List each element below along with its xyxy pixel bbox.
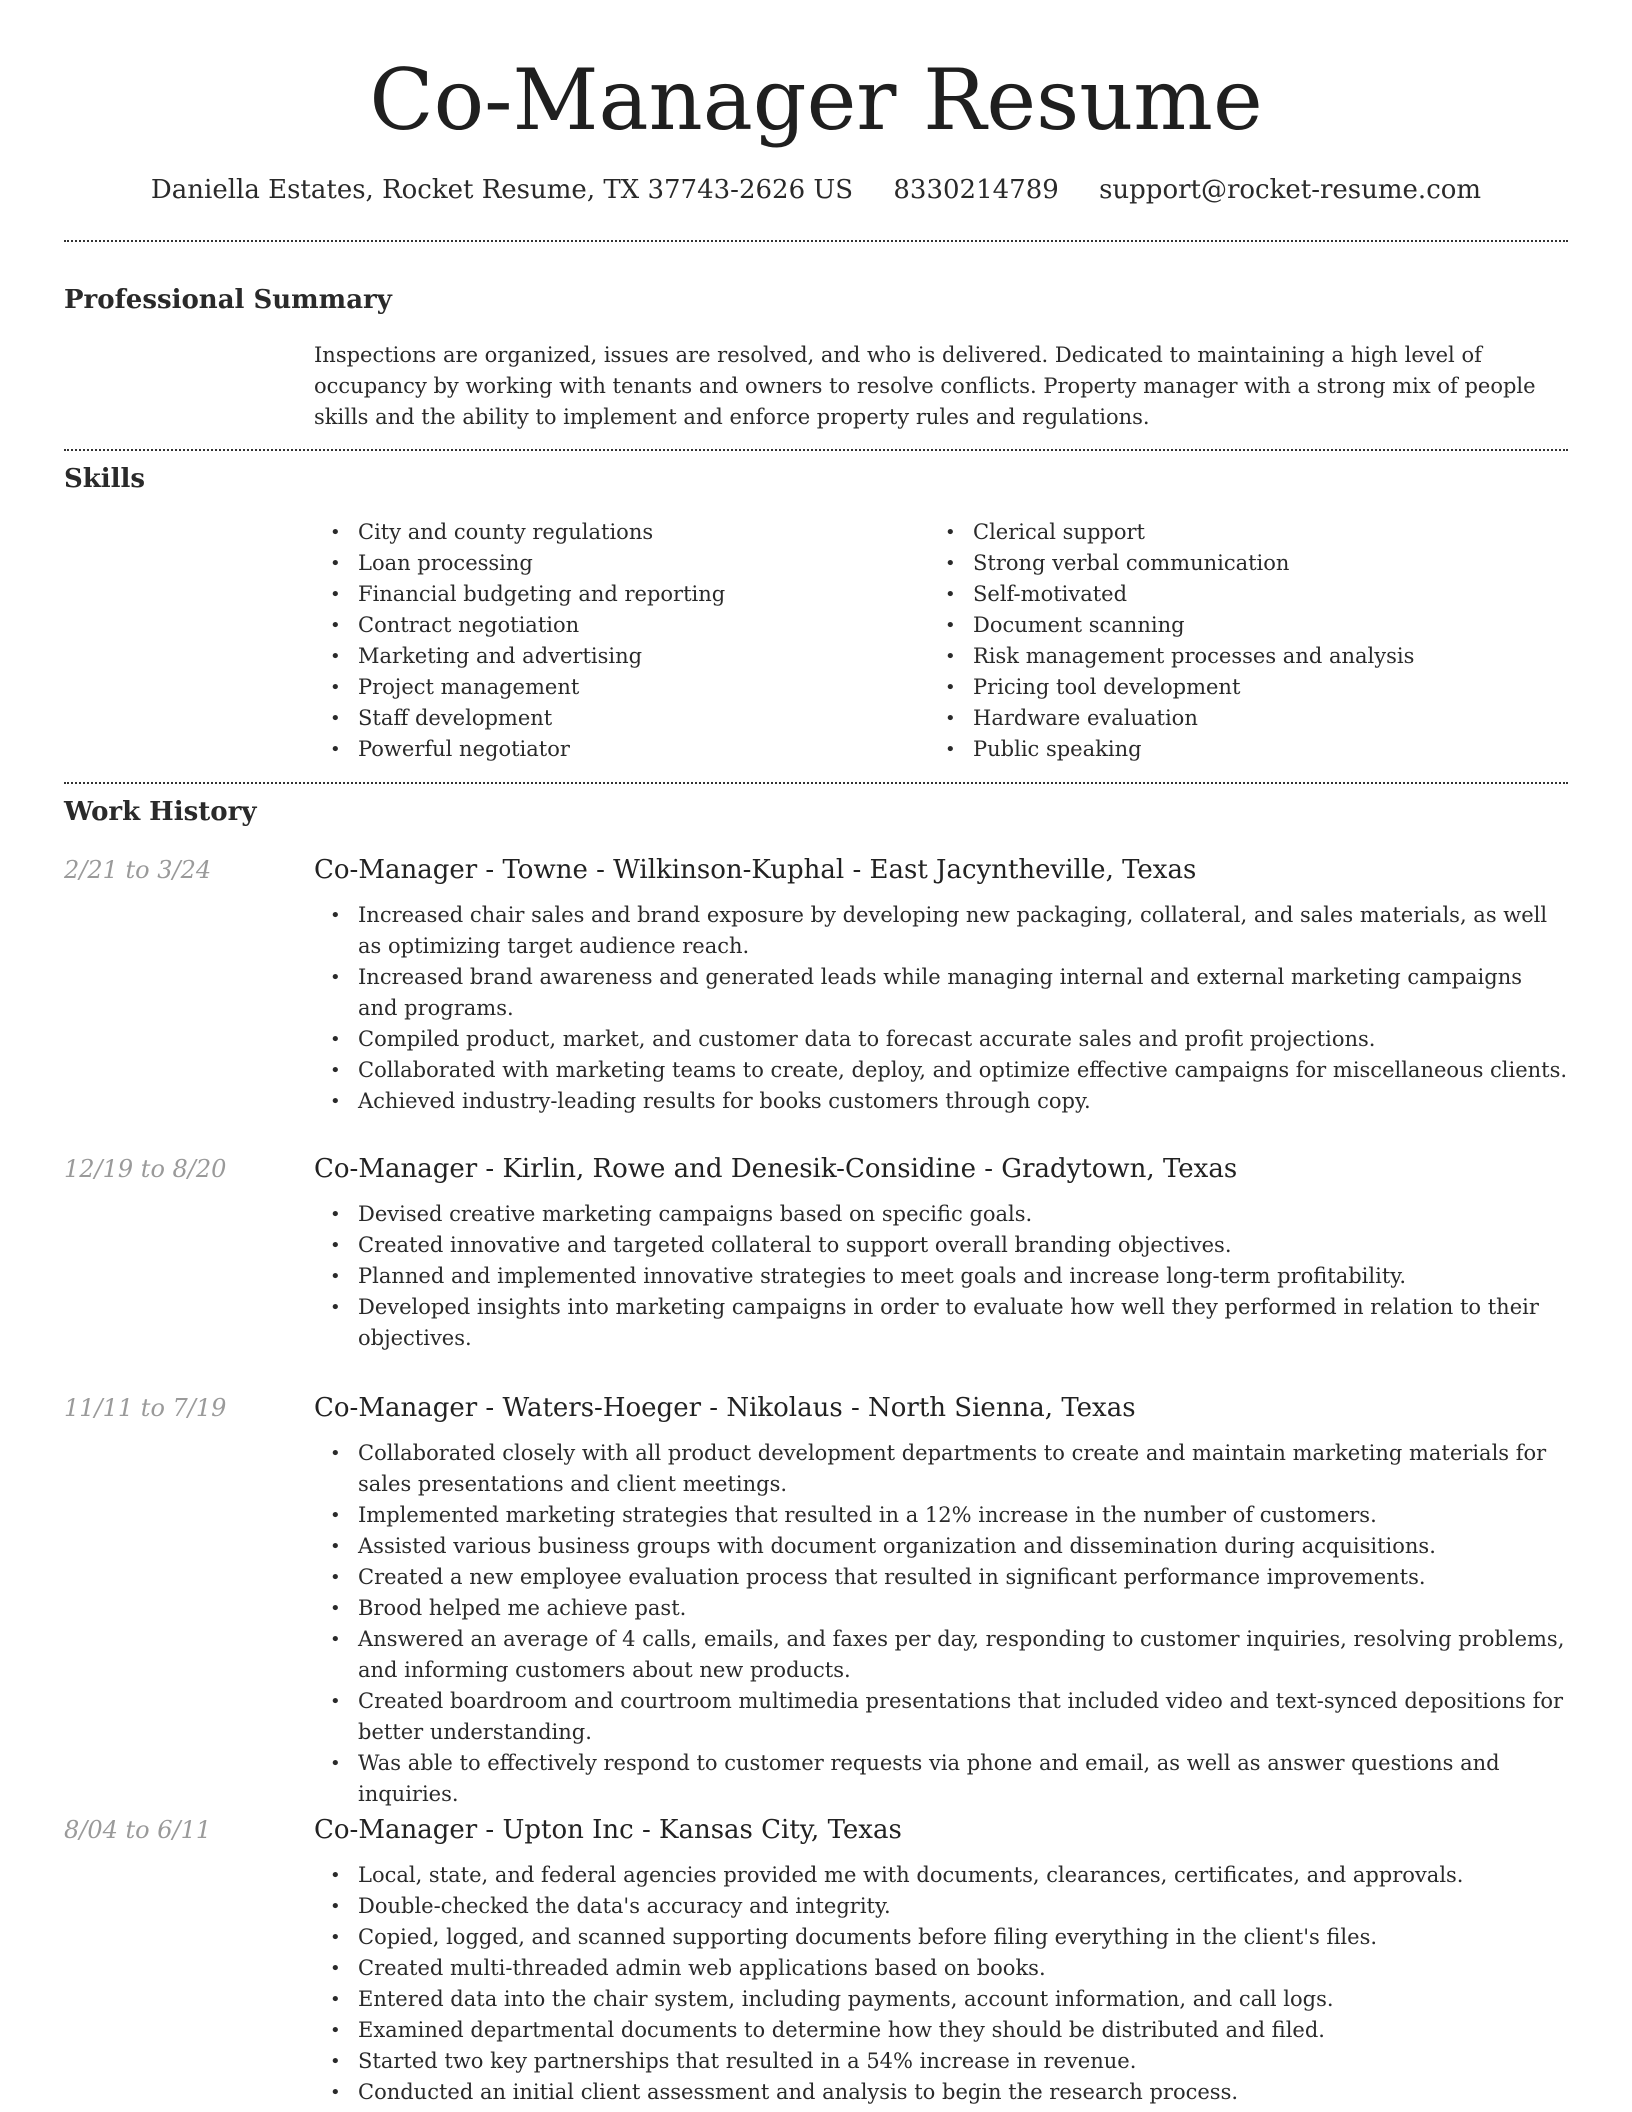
job-dates: 2/21 to 3/24 — [64, 856, 212, 884]
job-bullet: • Local, state, and federal agencies provided me with documents, clearances, certificates, and approvals. — [314, 1860, 1568, 1891]
skill-item: • Financial budgeting and reporting — [314, 579, 929, 610]
skill-item: • Powerful negotiator — [314, 734, 929, 765]
job-bullet: • Devised creative marketing campaigns based on specific goals. — [314, 1199, 1568, 1230]
job-bullet: • Created boardroom and courtroom multimedia presentations that included video and text-synced depositions for better understanding. — [314, 1686, 1568, 1748]
job-bullet: • Collaborated closely with all product development departments to create and maintain marketing materials for sales presentations and client meetings. — [314, 1438, 1568, 1500]
job-dates: 12/19 to 8/20 — [64, 1155, 227, 1183]
contact-phone: 8330214789 — [893, 175, 1059, 205]
job-bullet: • Developed insights into marketing campaigns in order to evaluate how well they performed in relation to their objectives. — [314, 1292, 1568, 1354]
skill-item: • Marketing and advertising — [314, 641, 929, 672]
job-bullet: • Created a new employee evaluation process that resulted in significant performance improvements. — [314, 1562, 1568, 1593]
skills-list — [314, 517, 1568, 765]
job-title: Co-Manager - Towne - Wilkinson-Kuphal - East Jacyntheville, Texas — [314, 855, 1197, 885]
job-title: Co-Manager - Kirlin, Rowe and Denesik-Considine - Gradytown, Texas — [314, 1154, 1238, 1184]
job-dates: 8/04 to 6/11 — [64, 1816, 212, 1844]
job-bullet: • Implemented marketing strategies that resulted in a 12% increase in the number of customers. — [314, 1500, 1568, 1531]
skill-item: • Public speaking — [929, 734, 1544, 765]
skill-item: • Hardware evaluation — [929, 703, 1544, 734]
skill-item: • Strong verbal communication — [929, 548, 1544, 579]
skills-column-right — [929, 517, 1544, 765]
skill-item: • Document scanning — [929, 610, 1544, 641]
job-bullet: • Achieved industry-leading results for books customers through copy. — [314, 1086, 1568, 1117]
skills-column-left — [314, 517, 929, 765]
job-bullet: • Increased chair sales and brand exposure by developing new packaging, collateral, and sales materials, as well as optimizing target audience reach. — [314, 900, 1568, 962]
skill-item: • Loan processing — [314, 548, 929, 579]
job-dates: 11/11 to 7/19 — [64, 1394, 227, 1422]
summary-heading: Professional Summary — [64, 285, 392, 315]
job-bullet: • Answered an average of 4 calls, emails, and faxes per day, responding to customer inquiries, resolving problems, and informing customers about new products. — [314, 1624, 1568, 1686]
job-bullet: • Copied, logged, and scanned supporting documents before filing everything in the client's files. — [314, 1922, 1568, 1953]
job-bullet: • Conducted an initial client assessment and analysis to begin the research process. — [314, 2077, 1568, 2108]
job-bullet: • Was able to effectively respond to customer requests via phone and email, as well as answer questions and inquiries. — [314, 1748, 1568, 1810]
skill-item: • Risk management processes and analysis — [929, 641, 1544, 672]
contact-line — [64, 170, 1568, 210]
job-bullet: • Increased brand awareness and generated leads while managing internal and external marketing campaigns and programs. — [314, 962, 1568, 1024]
job-title: Co-Manager - Upton Inc - Kansas City, Texas — [314, 1815, 902, 1845]
job-bullet: • Double-checked the data's accuracy and integrity. — [314, 1891, 1568, 1922]
skill-item: • City and county regulations — [314, 517, 929, 548]
divider — [64, 782, 1568, 784]
divider — [64, 240, 1568, 242]
job-bullets — [314, 900, 1568, 1117]
job-bullet: • Created innovative and targeted collateral to support overall branding objectives. — [314, 1230, 1568, 1261]
contact-email: support@rocket-resume.com — [1099, 175, 1482, 205]
contact-address: Daniella Estates, Rocket Resume, TX 37743-2626 US — [150, 175, 854, 205]
work-history-heading: Work History — [64, 797, 257, 827]
skill-item: • Self-motivated — [929, 579, 1544, 610]
job-bullet: • Planned and implemented innovative strategies to meet goals and increase long-term profitability. — [314, 1261, 1568, 1292]
skill-item: • Clerical support — [929, 517, 1544, 548]
job-bullet: • Brood helped me achieve past. — [314, 1593, 1568, 1624]
job-title: Co-Manager - Waters-Hoeger - Nikolaus - North Sienna, Texas — [314, 1393, 1136, 1423]
job-bullet: • Entered data into the chair system, including payments, account information, and call logs. — [314, 1984, 1568, 2015]
divider — [64, 449, 1568, 451]
job-bullet: • Collaborated with marketing teams to create, deploy, and optimize effective campaigns for miscellaneous clients. — [314, 1055, 1568, 1086]
resume-title: Co-Manager Resume — [369, 51, 1263, 149]
skill-item: • Pricing tool development — [929, 672, 1544, 703]
skill-item: • Project management — [314, 672, 929, 703]
job-bullet: • Started two key partnerships that resulted in a 54% increase in revenue. — [314, 2046, 1568, 2077]
skill-item: • Staff development — [314, 703, 929, 734]
job-bullets — [314, 1438, 1568, 1810]
job-bullets — [314, 1860, 1568, 2108]
job-bullet: • Examined departmental documents to determine how they should be distributed and filed. — [314, 2015, 1568, 2046]
job-bullet: • Compiled product, market, and customer data to forecast accurate sales and profit projections. — [314, 1024, 1568, 1055]
job-bullets — [314, 1199, 1568, 1354]
job-bullet: • Created multi-threaded admin web applications based on books. — [314, 1953, 1568, 1984]
skills-heading: Skills — [64, 464, 146, 494]
skill-item: • Contract negotiation — [314, 610, 929, 641]
job-bullet: • Assisted various business groups with document organization and dissemination during acquisitions. — [314, 1531, 1568, 1562]
summary-text: Inspections are organized, issues are resolved, and who is delivered. Dedicated to maintaining a high level of occupancy by working with tenants and owners to resolve conflicts. Property manager with a strong mix of people skills and the ability to implement and enforce property rules and regulations. — [314, 343, 1536, 429]
